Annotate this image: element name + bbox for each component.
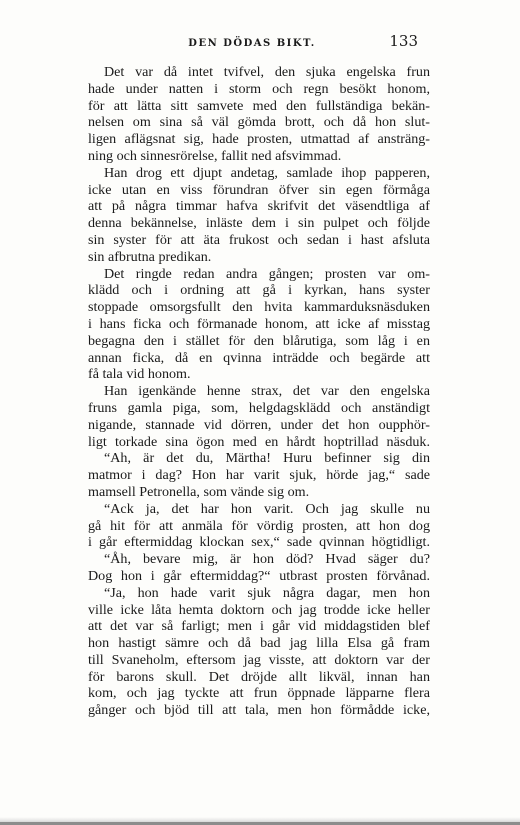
text-line: hade under natten i storm och regn besökt honom, (88, 80, 430, 97)
text-line: matmor i dag? Hon har varit sjuk, hörde jag,“ sade (88, 467, 430, 484)
text-line: klädd och i ordning att gå i kyrkan, hans syster (88, 282, 430, 299)
text-line: icke utan en viss förundran öfver sin egen förmåga (88, 181, 430, 198)
text-line: fruns gamla piga, som, helgdagsklädd och anständigt (88, 399, 430, 416)
text-line: ligen aflägsnat sig, hade prosten, utmattad af ansträng- (88, 131, 430, 148)
text-line: “Ja, hon hade varit sjuk några dagar, men hon (104, 584, 430, 601)
text-line: sin afbrutna predikan. (88, 248, 212, 265)
text-line: Det var då intet tvifvel, den sjuka engelska frun (104, 64, 430, 80)
text-line: Han igenkände henne strax, det var den engelska (104, 383, 430, 400)
text-line: Det ringde redan andra gången; prosten var om- (104, 265, 430, 282)
text-line: begagna den i stället för den blårutiga, som låg i en (88, 332, 430, 349)
text-line: Han drog ett djupt andetag, samlade ihop papperen, (104, 164, 430, 181)
text-line: kom, och jag tyckte att frun öppnade läpparne flera (88, 685, 430, 702)
page-bottom-edge (0, 817, 520, 825)
text-line: för barons skull. Det dröjde allt likväl, innan han (88, 668, 430, 685)
text-line: ligt torkade sina ögon med en hårdt hoptrillad näsduk. (88, 433, 430, 450)
text-line: mamsell Petronella, som vände sig om. (88, 483, 310, 500)
text-line: att på några timmar hafva skrifvit det väsendtliga af (88, 198, 430, 215)
text-line: för att lätta sitt samvete med den fullständiga bekän- (88, 97, 430, 114)
text-line: i hans ficka och förmanade honom, att icke af misstag (88, 315, 430, 332)
text-line: få tala vid honom. (88, 366, 191, 383)
text-line: sin syster för att äta frukost och sedan i hast afsluta (88, 231, 430, 248)
page-header (88, 32, 416, 54)
text-line: nelsen om sina så väl gömda brott, och då hon slut- (88, 114, 430, 131)
text-line: i går eftermiddag klockan sex,“ sade qvinnan högtidligt. (88, 534, 430, 551)
text-line: hon hastigt sämre och då bad jag lilla Elsa gå fram (88, 635, 430, 652)
text-line: “Åh, bevare mig, är hon död? Hvad säger du? (104, 551, 430, 568)
text-line: ning och sinnesrörelse, fallit ned afsvimmad. (88, 147, 342, 164)
running-title: DEN DÖDAS BIKT. (188, 38, 316, 49)
text-line: denna bekännelse, inläste dem i sin pulpet och följde (88, 215, 430, 232)
text-line: Dog hon i går eftermiddag?“ utbrast prosten förvånad. (88, 567, 430, 584)
body-text (88, 64, 430, 719)
text-line: ville icke låta hemta doktorn och jag trodde icke heller (88, 601, 430, 618)
text-line: till Svaneholm, eftersom jag visste, att doktorn var der (88, 651, 430, 668)
page-number: 133 (389, 32, 418, 50)
text-line: gå hit för att anmäla för vördig prosten, att hon dog (88, 517, 430, 534)
text-line: att det var så farligt; men i går vid middagstiden blef (88, 618, 430, 635)
text-line: annan ficka, då en qvinna inträdde och begärde att (88, 349, 430, 366)
text-line: stoppade omsorgsfullt den hvita kammarduksnäsduken (88, 299, 430, 316)
text-line: gånger och bjöd till att tala, men hon förmådde icke, (88, 702, 430, 719)
text-line: “Ah, är det du, Märtha! Huru befinner sig din (104, 450, 430, 467)
text-line: nigande, stannade vid dörren, under det hon oupphör- (88, 416, 430, 433)
text-line: “Ack ja, det har hon varit. Och jag skulle nu (104, 500, 430, 517)
